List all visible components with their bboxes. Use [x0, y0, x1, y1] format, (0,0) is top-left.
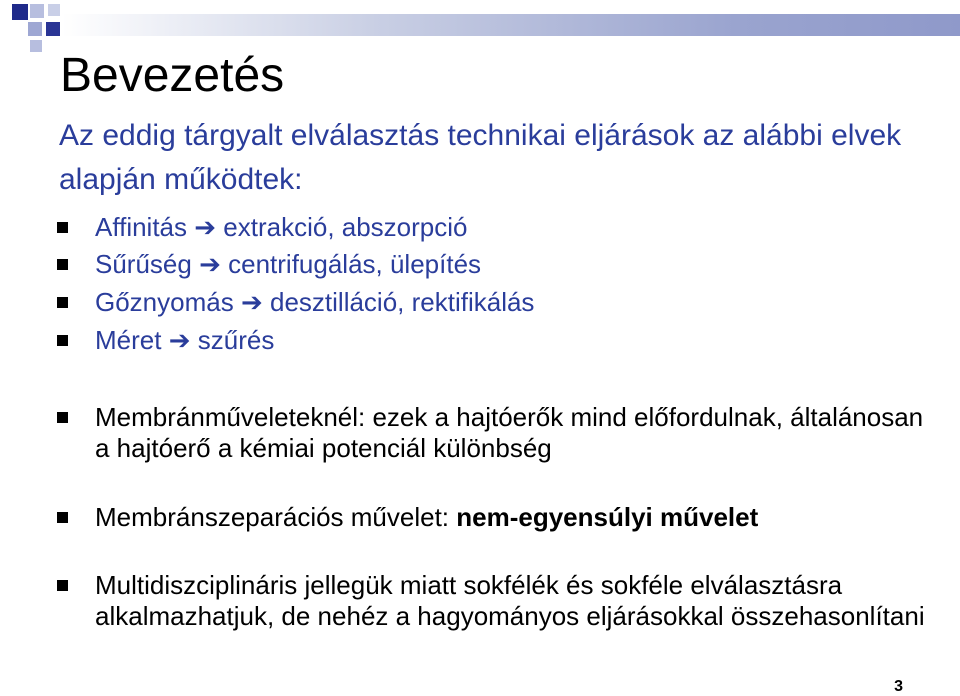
principle-method: extrakció, abszorpció: [223, 212, 468, 242]
principle-item: [57, 212, 937, 243]
point-item: [57, 570, 937, 632]
point-text: Membránszeparációs művelet:: [95, 502, 457, 532]
arrow-right-icon: ➔: [194, 212, 217, 242]
principle-item: [57, 287, 937, 318]
corner-square-light-1: [30, 4, 44, 18]
point-text: Multidiszciplináris jellegük miatt sokfélék és sokféle elválasztásra alkalmazhatjuk, de nehéz a hagyományos eljárásokkal összehasonlítani: [95, 570, 925, 631]
arrow-right-icon: ➔: [240, 287, 263, 317]
corner-square-light-3: [28, 22, 42, 36]
point-item: [57, 502, 937, 533]
point-item: [57, 402, 937, 464]
principle-property: Méret: [95, 325, 162, 355]
corner-square-light-4: [30, 40, 42, 52]
bullet-icon: [57, 335, 68, 346]
page-number: 3: [894, 678, 903, 695]
point-emphasis: nem-egyensúlyi művelet: [456, 502, 759, 532]
corner-square-dark-2: [46, 22, 60, 36]
arrow-right-icon: ➔: [199, 249, 221, 279]
header-gradient-band: [62, 14, 960, 36]
principle-item: [57, 249, 937, 280]
bullet-icon: [57, 297, 68, 308]
principle-method: centrifugálás, ülepítés: [228, 249, 482, 279]
corner-square-dark-1: [12, 4, 28, 20]
bullet-icon: [57, 580, 68, 591]
principle-property: Gőznyomás: [95, 287, 234, 317]
bullet-icon: [57, 512, 68, 523]
principle-item: [57, 325, 937, 356]
principle-property: Sűrűség: [95, 249, 192, 279]
slide-title: Bevezetés: [60, 49, 285, 102]
bullet-icon: [57, 412, 68, 423]
slide-intro: Az eddig tárgyalt elválasztás technikai eljárások az alábbi elvek alapján működtek:: [59, 119, 902, 196]
principle-method: desztilláció, rektifikálás: [270, 287, 535, 317]
principle-method: szűrés: [197, 325, 275, 355]
principle-property: Affinitás: [95, 212, 188, 242]
corner-square-light-2: [48, 4, 60, 16]
arrow-right-icon: ➔: [168, 325, 191, 355]
point-text: Membránműveleteknél: ezek a hajtóerők mind előfordulnak, általánosan a hajtóerő a kémiai potenciál különbség: [95, 402, 924, 463]
bullet-icon: [57, 222, 68, 233]
bullet-icon: [57, 259, 68, 270]
